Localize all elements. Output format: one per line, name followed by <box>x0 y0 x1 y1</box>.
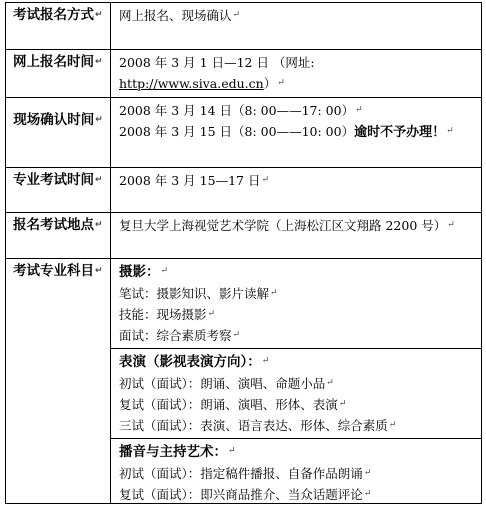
row-value: 网上报名、现场确认↵ <box>119 8 241 23</box>
table-row <box>6 98 481 168</box>
table-row <box>6 213 481 259</box>
subjects-cell <box>111 259 481 503</box>
row-value: 2008 年 3 月 14 日（8: 00——17: 00）↵ 2008 年 3 月 15 日（8: 00——10: 00）逾时不予办理！↵ <box>119 103 454 140</box>
late-warning: 逾时不予办理！ <box>354 125 446 140</box>
row-label: 专业考试时间↵ <box>6 168 111 212</box>
admissions-table <box>5 2 482 504</box>
subject-acting: 表演（影视表演方向）：↵ 初试（面试）：朗诵、演唱、命题小品↵ 复试（面试）：朗诵、演唱、形体、表演↵ 三试（面试）：表演、语言表达、形体、综合素质↵ <box>111 349 481 439</box>
row-value: 2008 年 3 月 15—17 日↵ <box>119 173 269 188</box>
row-value: 2008 年 3 月 1 日—12 日 （网址: http://www.siva.edu.cn）↵ <box>119 55 315 91</box>
website-link[interactable]: http://www.siva.edu.cn <box>119 76 264 91</box>
row-label: 考试专业科目↵ <box>6 259 111 503</box>
row-label: 现场确认时间↵ <box>6 98 111 167</box>
row-label: 网上报名时间↵ <box>6 50 111 97</box>
table-row <box>6 3 481 50</box>
table-row <box>6 50 481 98</box>
subject-broadcasting: 播音与主持艺术：↵ 初试（面试）：指定稿件播报、自备作品朗诵↵ 复试（面试）：即兴商品推介、当众话题评论↵ <box>119 444 372 502</box>
row-label: 考试报名方式↵ <box>6 3 111 49</box>
row-value: 复旦大学上海视觉艺术学院（上海松江区文翔路 2200 号）↵ <box>119 218 455 233</box>
subject-photography: 摄影：↵ 笔试：摄影知识、影片读解↵ 技能：现场摄影↵ 面试：综合素质考察↵ <box>111 259 481 349</box>
table-row <box>6 259 481 503</box>
row-label: 报名考试地点↵ <box>6 213 111 258</box>
table-row <box>6 168 481 213</box>
